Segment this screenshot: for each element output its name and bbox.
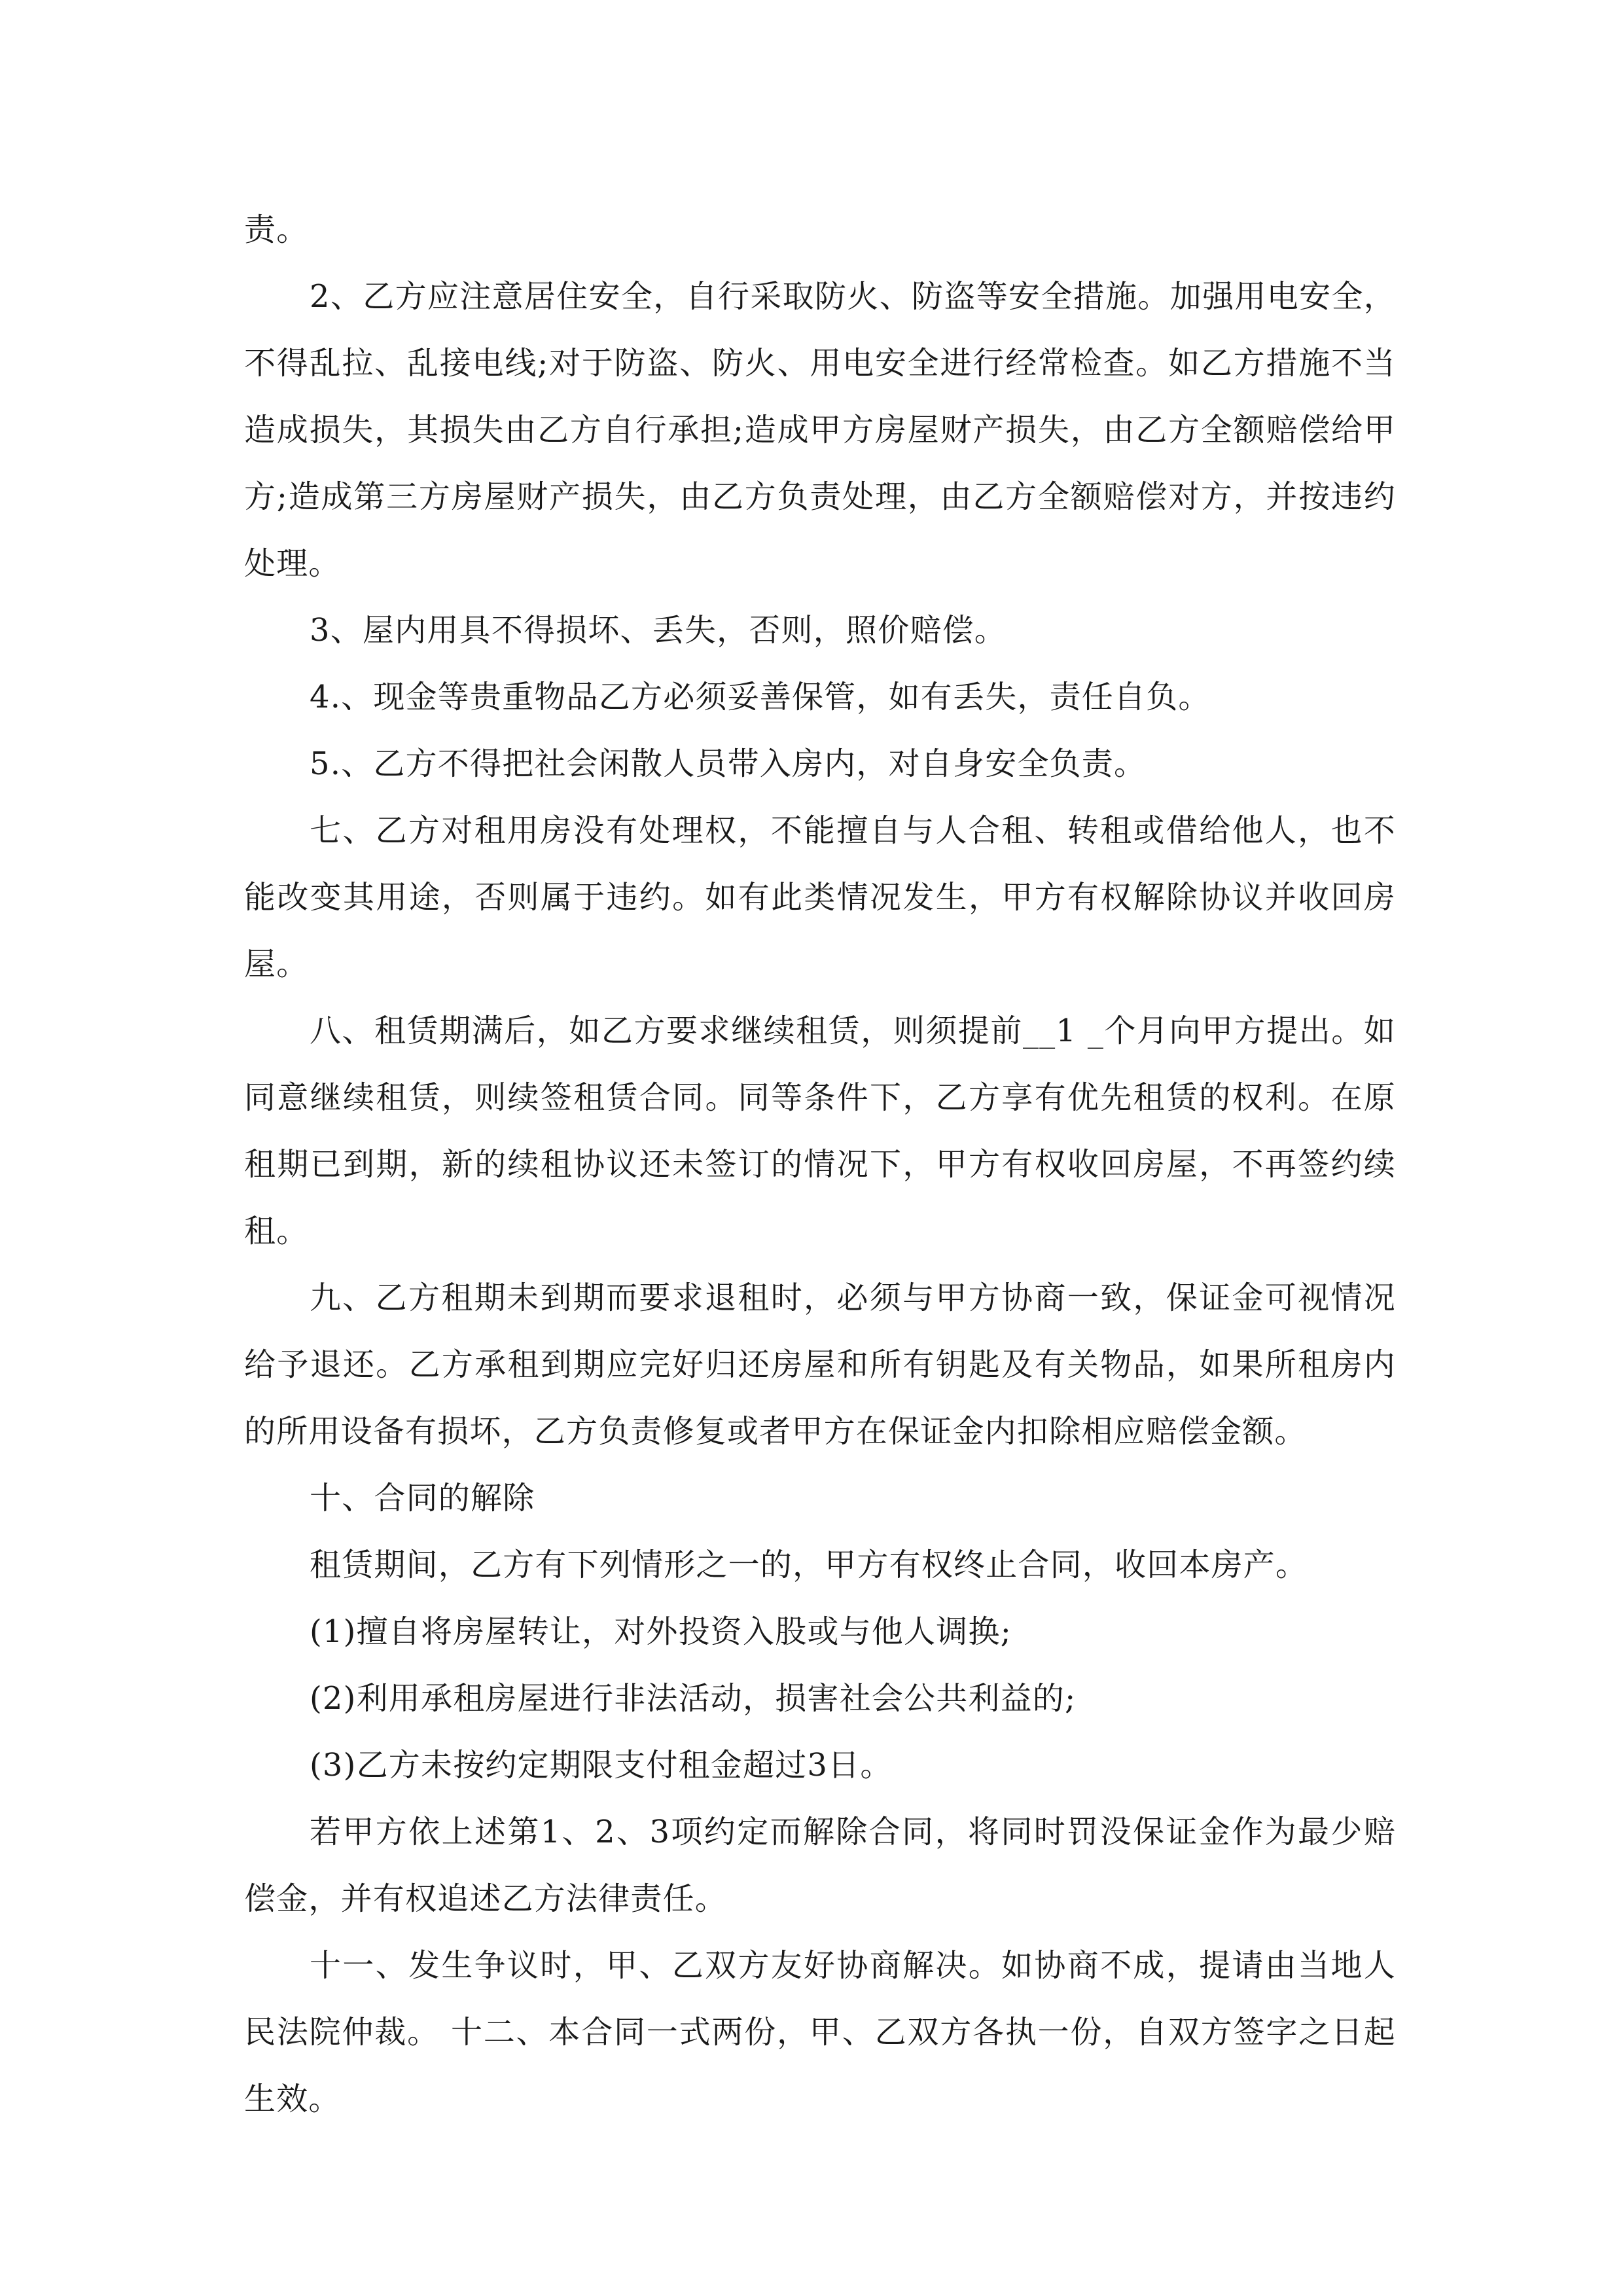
termination-item-1: (1)擅自将房屋转让，对外投资入股或与他人调换;: [310, 1613, 1012, 1650]
section-ten-heading: 十、合同的解除: [310, 1480, 535, 1516]
section-eight: 八、租赁期满后，如乙方要求继续租赁，则须提前__1 _个月向甲方提出。如同意继续租赁，则续签租赁合同。同等条件下，乙方享有优先租赁的权利。在原租期已到期，新的续租协议还未签订的情况下，甲方有权收回房屋，不再签约续租。: [244, 1013, 1396, 1249]
termination-item-2: (2)利用承租房屋进行非法活动，损害社会公共利益的;: [310, 1680, 1077, 1717]
clause-valuables: 4.、现金等贵重物品乙方必须妥善保管，如有丢失，责任自负。: [310, 679, 1211, 715]
section-eleven-twelve: 十一、发生争议时，甲、乙双方友好协商解决。如协商不成，提请由当地人民法院仲裁。 十二、本合同一式两份，甲、乙双方各执一份，自双方签字之日起生效。: [244, 1947, 1396, 2117]
termination-intro: 租赁期间，乙方有下列情形之一的，甲方有权终止合同，收回本房产。: [310, 1547, 1308, 1583]
section-nine: 九、乙方租期未到期而要求退租时，必须与甲方协商一致，保证金可视情况给予退还。乙方承租到期应完好归还房屋和所有钥匙及有关物品，如果所租房内的所用设备有损坏，乙方负责修复或者甲方在保证金内扣除相应赔偿金额。: [244, 1280, 1396, 1450]
clause-outsiders: 5.、乙方不得把社会闲散人员带入房内，对自身安全负责。: [310, 745, 1147, 782]
termination-item-3: (3)乙方未按约定期限支付租金超过3日。: [310, 1747, 893, 1784]
paragraph-continuation: 责。: [244, 211, 309, 248]
document-body: [244, 196, 1396, 2132]
clause-safety: 2、乙方应注意居住安全，自行采取防火、防盗等安全措施。加强用电安全，不得乱拉、乱接电线;对于防盗、防火、用电安全进行经常检查。如乙方措施不当造成损失，其损失由乙方自行承担;造成甲方房屋财产损失，由乙方全额赔偿给甲方;造成第三方房屋财产损失，由乙方负责处理，由乙方全额赔偿对方，并按违约处理。: [244, 278, 1396, 582]
section-seven: 七、乙方对租用房没有处理权，不能擅自与人合租、转租或借给他人，也不能改变其用途，否则属于违约。如有此类情况发生，甲方有权解除协议并收回房屋。: [244, 812, 1396, 982]
clause-furnishings: 3、屋内用具不得损坏、丢失，否则，照价赔偿。: [310, 612, 1007, 649]
termination-penalty: 若甲方依上述第1、2、3项约定而解除合同，将同时罚没保证金作为最少赔偿金，并有权追述乙方法律责任。: [244, 1814, 1396, 1917]
